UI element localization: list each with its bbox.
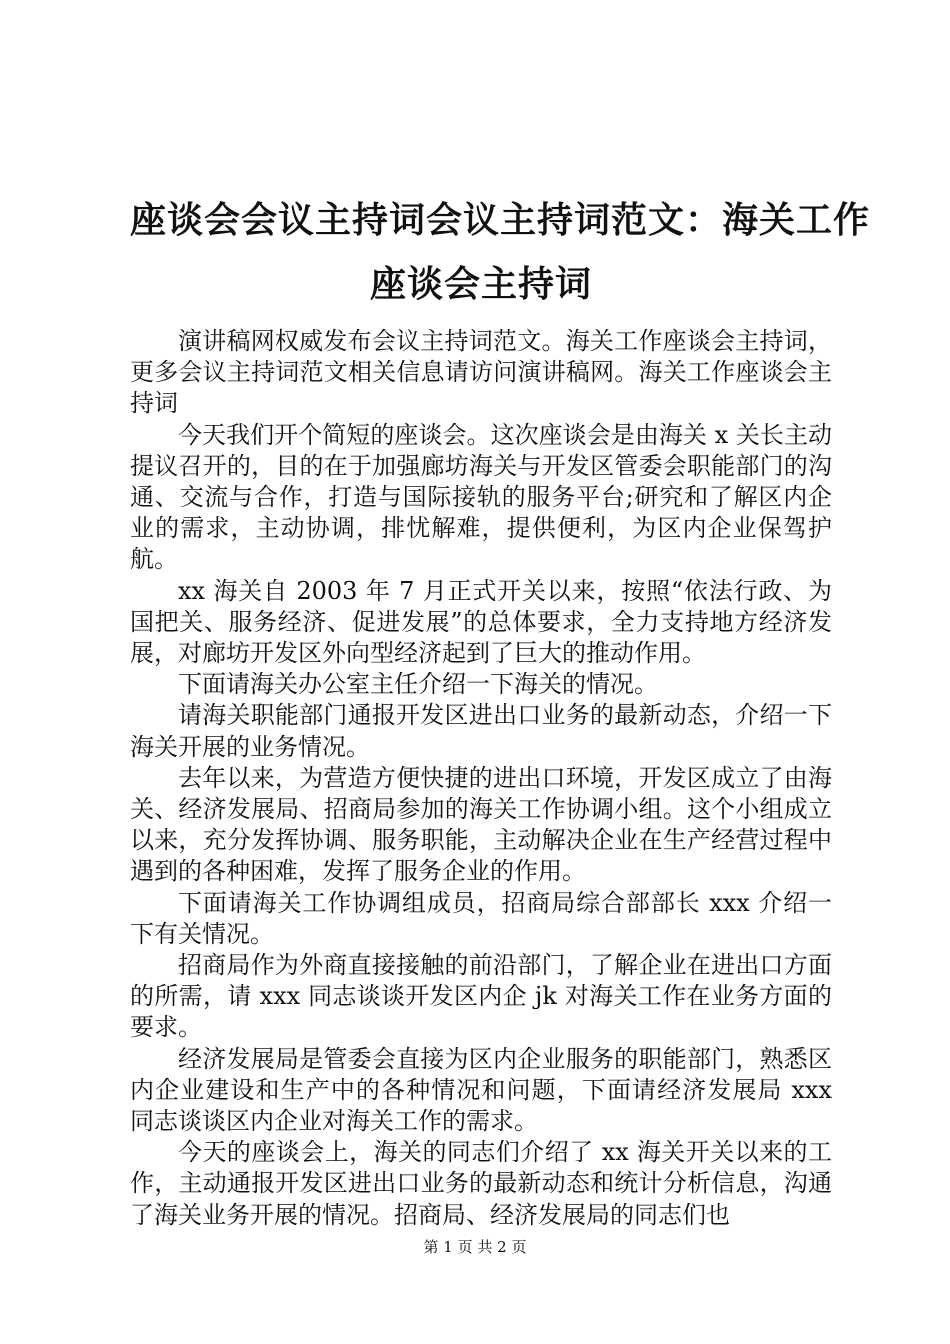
paragraph-7: 下面请海关工作协调组成员，招商局综合部部长 xxx 介绍一下有关情况。 (130, 888, 832, 948)
paragraph-4: 下面请海关办公室主任介绍一下海关的情况。 (178, 670, 658, 699)
paragraph-9: 经济发展局是管委会直接为区内企业服务的职能部门，熟悉区内企业建设和生产中的各种情况和问题，下面请经济发展局 xxx 同志谈谈区内企业对海关工作的需求。 (130, 1044, 832, 1136)
paragraph-10: 今天的座谈会上，海关的同志们介绍了 xx 海关开关以来的工作，主动通报开发区进出口业务的最新动态和统计分析信息，沟通了海关业务开展的情况。招商局、经济发展局的同志们也 (130, 1138, 832, 1229)
document-title (130, 188, 871, 316)
paragraph-1: 演讲稿网权威发布会议主持词范文。海关工作座谈会主持词，更多会议主持词范文相关信息请访问演讲稿网。海关工作座谈会主持词 (130, 327, 832, 418)
document-page (130, 0, 871, 1231)
page-footer: 第 1 页 共 2 页 (423, 1238, 527, 1256)
title-line-2: 座谈会主持词 (369, 263, 592, 305)
paragraph-8: 招商局作为外商直接接触的前沿部门，了解企业在进出口方面的所需，请 xxx 同志谈谈开发区内企 jk 对海关工作在业务方面的要求。 (130, 951, 832, 1042)
paragraph-5: 请海关职能部门通报开发区进出口业务的最新动态，介绍一下海关开展的业务情况。 (130, 701, 832, 761)
paragraph-6: 去年以来，为营造方便快捷的进出口环境，开发区成立了由海关、经济发展局、招商局参加的海关工作协调小组。这个小组成立以来，充分发挥协调、服务职能，主动解决企业在生产经营过程中遇到的各种困难，发挥了服务企业的作用。 (130, 763, 832, 886)
document-body (130, 326, 832, 1231)
title-line-1: 座谈会会议主持词会议主持词范文：海关工作 (130, 199, 871, 241)
paragraph-2: 今天我们开个简短的座谈会。这次座谈会是由海关 x 关长主动提议召开的，目的在于加强廊坊海关与开发区管委会职能部门的沟通、交流与合作，打造与国际接轨的服务平台;研究和了解区内企业的需求，主动协调，排忧解难，提供便利，为区内企业保驾护航。 (130, 420, 832, 574)
paragraph-3: xx 海关自 2003 年 7 月正式开关以来，按照“依法行政、为国把关、服务经济、促进发展”的总体要求，全力支持地方经济发展，对廊坊开发区外向型经济起到了巨大的推动作用。 (130, 576, 832, 668)
